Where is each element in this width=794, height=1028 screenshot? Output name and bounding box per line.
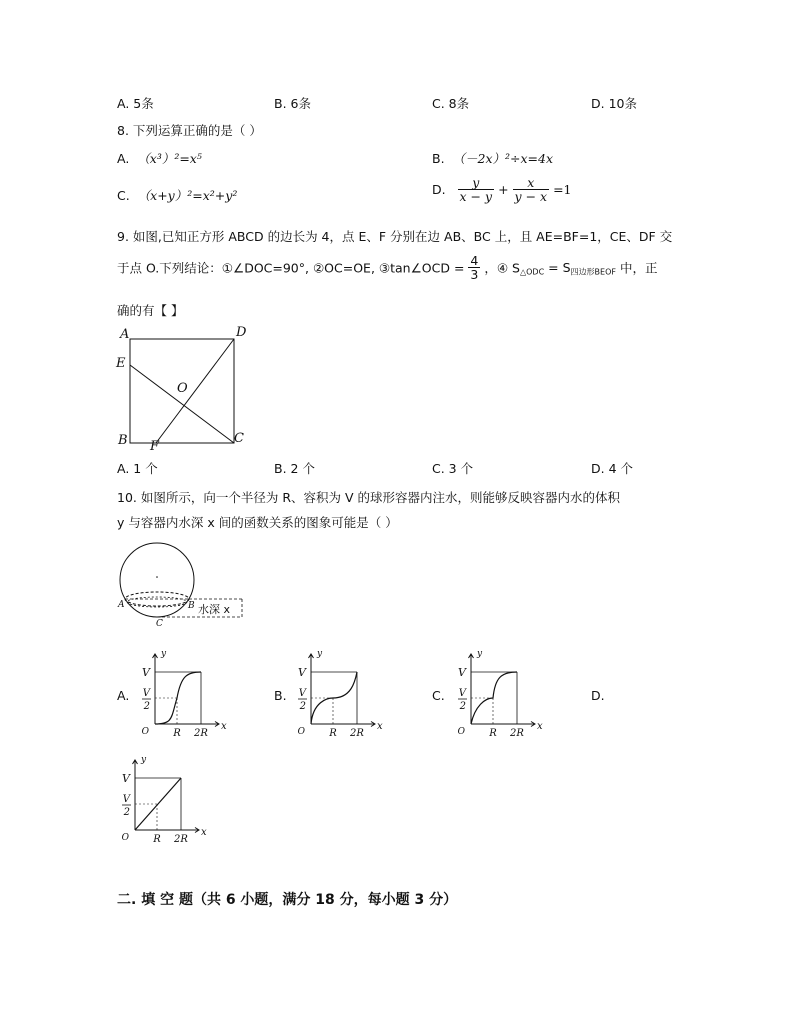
q8-option-a: A. （x³）²=x⁵ — [117, 151, 202, 166]
half-v-num: V — [298, 688, 306, 699]
q9-option-a: A. 1 个 — [117, 461, 158, 476]
r-label: R — [489, 728, 497, 739]
half-v-den: 2 — [299, 701, 306, 712]
y-axis-label: y — [317, 649, 323, 659]
graph-curve — [155, 672, 201, 724]
q9-square-figure — [110, 322, 260, 452]
q9-label-f: F — [150, 439, 160, 454]
half-v-den: 2 — [459, 701, 466, 712]
x-axis-label: x — [537, 721, 543, 732]
r-label: R — [329, 728, 337, 739]
q8-stem: 8. 下列运算正确的是（ ） — [117, 123, 262, 138]
origin-label: O — [121, 833, 129, 843]
y-axis-label: y — [141, 755, 147, 765]
q8-option-c: C. （x+y）²=x²+y² — [117, 188, 238, 203]
half-v-den: 2 — [123, 807, 130, 818]
origin-label: O — [141, 727, 149, 737]
q9-option-d: D. 4 个 — [591, 461, 633, 476]
x-axis-label: x — [221, 721, 227, 732]
2r-label: 2R — [174, 834, 188, 845]
graph-curve — [311, 672, 357, 724]
q9-line-3: 确的有【 】 — [117, 303, 184, 318]
q7-option-b: B. 6条 — [274, 96, 311, 111]
q10-graph-b — [293, 646, 383, 741]
q9-label-c: C — [234, 431, 244, 446]
q8-option-d: D. $\frac{y}{x - y}$ + $\frac{x}{y - x}$ =1 — [432, 175, 572, 205]
q7-option-a: A. 5条 — [117, 96, 154, 111]
half-v-num: V — [122, 794, 130, 805]
v-label: V — [122, 772, 130, 785]
q9-option-b: B. 2 个 — [274, 461, 315, 476]
2r-label: 2R — [194, 728, 208, 739]
origin-label: O — [457, 727, 465, 737]
q10-option-b: B. — [274, 688, 287, 703]
graph-curve — [471, 672, 517, 724]
q10-option-c: C. — [432, 688, 445, 703]
q10-line-2: y 与容器内水深 x 间的函数关系的图象可能是（ ） — [117, 515, 398, 530]
q10-option-d: D. — [591, 688, 605, 703]
v-label: V — [298, 666, 306, 679]
q8-d-fraction-1: $\frac{y}{x - y}$ — [459, 175, 493, 205]
q10-option-a: A. — [117, 688, 130, 703]
origin-label: O — [297, 727, 305, 737]
sphere-label-c: C — [156, 619, 163, 629]
q9-label-d: D — [236, 325, 247, 340]
q8-d-fraction-2: $\frac{x}{y - x}$ — [514, 175, 548, 205]
q9-option-c: C. 3 个 — [432, 461, 474, 476]
r-label: R — [153, 834, 161, 845]
r-label: R — [173, 728, 181, 739]
half-v-den: 2 — [143, 701, 150, 712]
q10-sphere-figure — [112, 540, 252, 630]
sphere-label-a: A — [118, 600, 125, 610]
q9-label-o: O — [177, 381, 188, 396]
sphere-depth-label: 水深 x — [198, 603, 231, 616]
v-label: V — [142, 666, 150, 679]
half-v-num: V — [142, 688, 150, 699]
q7-option-c: C. 8条 — [432, 96, 470, 111]
2r-label: 2R — [350, 728, 364, 739]
x-axis-label: x — [201, 827, 207, 838]
2r-label: 2R — [510, 728, 524, 739]
x-axis-label: x — [377, 721, 383, 732]
graph-curve — [135, 778, 181, 830]
q10-line-1: 10. 如图所示，向一个半径为 R、容积为 V 的球形容器内注水，则能够反映容器内水的体积 — [117, 490, 621, 505]
q8-option-b: B. （－2x）²÷x=4x — [432, 151, 554, 166]
q9-label-a: A — [120, 327, 130, 342]
q10-graph-d — [117, 752, 207, 847]
q10-graph-c — [453, 646, 543, 741]
section-2-heading: 二. 填 空 题（共 6 小题，满分 18 分，每小题 3 分） — [117, 892, 458, 908]
v-label: V — [458, 666, 466, 679]
q9-tan-fraction: $\frac{4}{3}$ — [470, 253, 479, 283]
y-axis-label: y — [477, 649, 483, 659]
q9-line-2: 于点 O.下列结论：①∠DOC=90°, ②OC=OE, ③tan∠OCD = $\frac{4}{3}$ ，④ $S_{\triangle ODC} = S_{四边形BEOF}$ 中，正 — [117, 253, 658, 283]
half-v-num: V — [458, 688, 466, 699]
q9-label-b: B — [118, 433, 128, 448]
q9-line-1: 9. 如图,已知正方形 ABCD 的边长为 4，点 E、F 分别在边 AB、BC 上，且 AE=BF=1，CE、DF 交 — [117, 229, 673, 244]
q9-label-e: E — [116, 356, 126, 371]
q10-graph-a — [137, 646, 227, 741]
q7-option-d: D. 10条 — [591, 96, 637, 111]
y-axis-label: y — [161, 649, 167, 659]
sphere-label-b: B — [188, 601, 195, 611]
